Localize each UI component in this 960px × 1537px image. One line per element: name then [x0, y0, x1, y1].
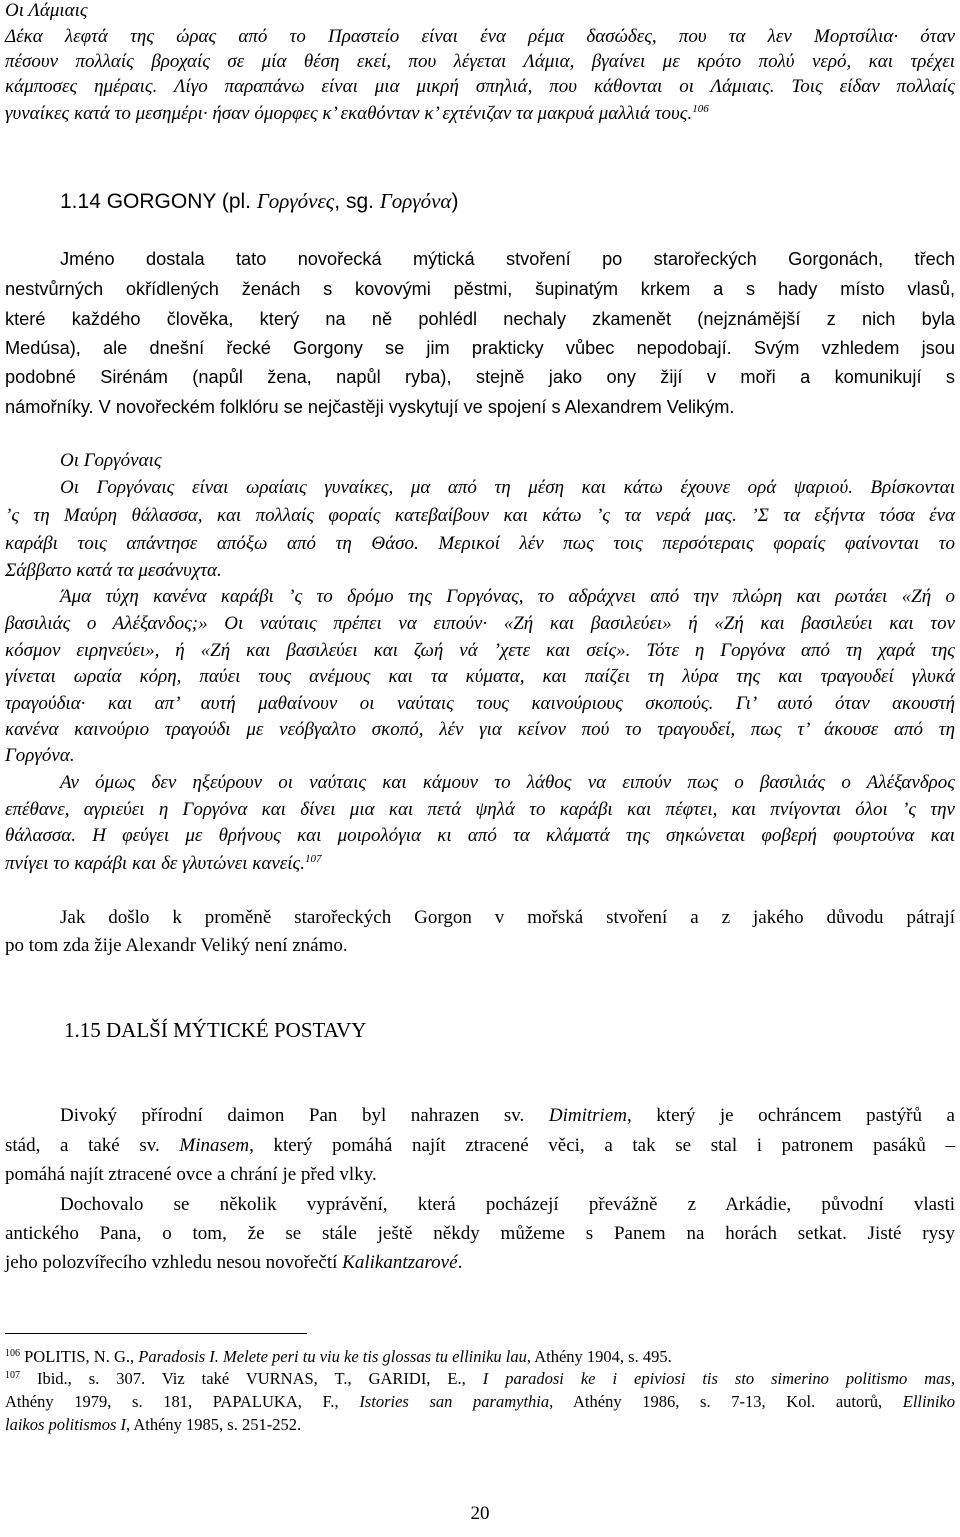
gorgony-para-line-4: Medúsa), ale dnešní řecké Gorgony se jim prakticky vůbec nepodobají. Svým vzhledem jsou — [5, 338, 955, 358]
footnote-107-l2c: Athény 1986, s. 7-13, Kol. autorů, — [553, 1392, 903, 1411]
gorgon-note-line-2: po tom zda žije Alexandr Veliký není známo. — [5, 935, 348, 956]
gorgonais-p2-line-6: κανένα καινούριο τραγούδι με νεόβγαλτο σκοπό, λέν για κείνον πού το τραγουδεί, πως τ’ άκουσε από τη — [5, 719, 955, 740]
gorgony-para-line-1: Jméno dostala tato novořecká mýtická stvoření po starořeckých Gorgonách, třech — [60, 249, 955, 269]
footnote-107-l1a: Ibid., s. 307. Viz také VURNAS, T., GARIDI, E., — [20, 1369, 483, 1388]
footnote-106 — [5, 1345, 955, 1368]
gorgony-para-line-2: nestvůrných okřídlených ženách s kovovými pěstmi, šupinatým krkem a s hady místo vlasů, — [5, 279, 955, 299]
gorgonais-p1-line-3: καράβι τοις απάντησε απόξω από τη Θάσο. Μερικοί λέν πως τοις περσότεραις φοραίς φαίνονται το — [5, 533, 955, 554]
footnote-ref-107: 107 — [305, 853, 322, 865]
gorgony-para-line-5: podobné Sirénám (napůl žena, napůl ryba), stejně jako ony žijí v moři a komunikují s — [5, 367, 955, 387]
dalsi-p2-kalikantzarove: Kalikantzarové — [342, 1252, 458, 1273]
gorgonais-p3-line-2: επέθανε, αγριεύει η Γοργόνα και δίνει μια και πετά ψηλά το καράβι και πέφτει, και πνίγονται όλοι ’ς την — [5, 799, 955, 820]
footnote-divider — [5, 1333, 307, 1334]
dalsi-p2-line-3 — [5, 1250, 955, 1276]
lamiai-line-1: Δέκα λεφτά της ώρας από το Πραστείο είναι ένα ρέμα δασώδες, που τα λεν Μορτσίλια· όταν — [5, 26, 955, 47]
heading-suffix: ) — [451, 190, 459, 213]
gorgonais-p1-line-1: Οι Γοργόναις είναι ωραίαις γυναίκες, μα από τη μέση και κάτω έχουνε ορά ψαριού. Βρίσκονται — [60, 477, 955, 498]
dalsi-p1-line-1 — [60, 1103, 955, 1129]
gorgonais-p2-line-2: βασιλιάς ο Αλέξανδος;» Οι ναύταις πρέπει να ειπούν· «Ζή και βασιλεύει» ή «Ζή και βασιλεύει και τον — [5, 613, 955, 634]
dalsi-p2-line-2: antického Pana, o tom, že se stále ještě někdy můžeme s Panem na horách setkat. Jisté rysy — [5, 1223, 955, 1244]
lamiai-line-3: κάμποσες ημέραις. Λίγο παραπάνω είναι μια μικρή σπηλιά, που κάθονται οι Λάμιαις. Τοις είδαν πολλαίς — [5, 76, 955, 97]
footnote-107-line-3 — [5, 1413, 955, 1436]
gorgon-note-line-1: Jak došlo k proměně starořeckých Gorgon v mořská stvoření a z jakého důvodu pátrají — [60, 907, 955, 928]
dalsi-p2-line-1: Dochovalo se několik vyprávění, která pocházejí převážně z Arkádie, původní vlasti — [60, 1194, 955, 1215]
footnote-106-number: 106 — [5, 1348, 20, 1359]
gorgonais-p2-line-3: κόσμον ειρηνεύει», ή «Ζή και βασιλεύει και ζωή νά ’χετε και σείς». Τότε η Γοργόνα από τη χαρά της — [5, 640, 955, 661]
footnote-107-l2b: Istories san paramythia, — [359, 1392, 554, 1411]
lamiai-title: Οι Λάμιαις — [5, 0, 88, 21]
gorgonais-p3-line-4-text: πνίγει το καράβι και δε γλυτώνει κανείς. — [5, 853, 306, 874]
heading-singular: Γοργόνα — [379, 189, 452, 213]
dalsi-p1-l2c: , který pomáhá najít ztracené věci, a tak se stal i patronem pasáků – — [249, 1135, 955, 1156]
gorgony-para-line-3: které každého člověka, který na ně pohlédl nechaly zkamenět (nejznámější z nich byla — [5, 309, 955, 329]
dalsi-p2-l3a: jeho polozvířecího vzhledu nesou novořečtí — [5, 1252, 343, 1273]
gorgonais-p2-line-4: γίνεται ωραία κόρη, παύει τους ανέμους και τα κύματα, και παίζει τη λύρα της και τραγουδεί γλυκά — [5, 666, 955, 687]
gorgonais-p3-line-3: θάλασσα. Η φεύγει με θρήνους και μοιρολόγια κι από τα κλάματά της σηκώνεται φοβερή φουρτούνα και — [5, 825, 955, 846]
dalsi-p1-dimitriem: Dimitriem — [548, 1105, 627, 1126]
dalsi-p1-line-2 — [5, 1133, 955, 1159]
footnote-106-title: Paradosis I. Melete peri tu viu ke tis glossas tu elliniku lau — [134, 1347, 527, 1366]
dalsi-p1-l1c: , který je ochráncem pastýřů a — [626, 1105, 955, 1126]
gorgonais-p3-line-4 — [5, 851, 955, 877]
footnote-107-number: 107 — [5, 1370, 20, 1381]
footnote-ref-106: 106 — [692, 103, 709, 115]
footnote-107-line-2 — [5, 1390, 955, 1413]
footnote-106-author: POLITIS, N. G., — [20, 1347, 135, 1366]
footnote-107-l2d: Elliniko — [902, 1392, 956, 1411]
section-heading-dalsi: 1.15 DALŠÍ MÝTICKÉ POSTAVY — [64, 1018, 367, 1042]
footnote-107-l3b: , Athény 1985, s. 251-252. — [126, 1415, 302, 1434]
dalsi-p1-minasem: Minasem — [179, 1135, 250, 1156]
footnote-107-l3a: laikos politismos I — [5, 1415, 127, 1434]
gorgonais-p2-line-1: Άμα τύχη κανένα καράβι ’ς το δρόμο της Γοργόνας, το αδράχνει από την πλώρη και ρωτάει «Ζή ο — [60, 586, 955, 607]
gorgonais-p3-line-1: Αν όμως δεν ηξεύρουν οι ναύταις και κάμουν το λάθος να ειπούν πως ο βασιλιάς ο Αλέξανδρος — [60, 772, 955, 793]
footnote-107-l2a: Athény 1979, s. 181, PAPALUKA, F., — [5, 1392, 360, 1411]
footnote-107-line-1 — [5, 1367, 955, 1390]
lamiai-line-4 — [5, 101, 955, 127]
dalsi-p1-line-3: pomáhá najít ztracené ovce a chrání je před vlky. — [5, 1164, 377, 1185]
heading-prefix: 1.14 GORGONY (pl. — [60, 190, 257, 213]
heading-plural: Γοργόνες — [256, 189, 335, 213]
dalsi-p2-l3c: . — [457, 1252, 463, 1273]
section-heading-gorgony — [60, 188, 458, 215]
page-number: 20 — [470, 1503, 490, 1524]
gorgonais-p1-line-2: ’ς τη Μαύρη θάλασσα, και πολλαίς φοραίς κατεβαίβουν και κάτω ’ς τα νερά μας. ’Σ τα εξήντα τόσα ένα — [5, 505, 955, 526]
gorgonais-p2-line-7: Γοργόνα. — [5, 745, 75, 766]
lamiai-line-2: πέσουν πολλαίς βροχαίς σε μία θέση εκεί, που λέγεται Λάμια, βγαίνει με κρότο πολύ νερό, και τρέχει — [5, 51, 955, 72]
footnote-106-pub: , Athény 1904, s. 495. — [526, 1347, 672, 1366]
gorgony-para-line-6: námořníky. V novořeckém folklóru se nejčastěji vyskytují ve spojení s Alexandrem Velikým. — [5, 397, 735, 417]
lamiai-line-4-text: γυναίκες κατά το μεσημέρι· ήσαν όμορφες κ’ εκαθόνταν κ’ εχτένιζαν τα μακρυά μαλλιά τους. — [5, 103, 693, 124]
footnote-107-l1b: I paradosi ke i epiviosi tis sto simerino politismo mas, — [482, 1369, 955, 1388]
dalsi-p1-l1a: Divoký přírodní daimon Pan byl nahrazen sv. — [60, 1105, 549, 1126]
gorgonais-p1-line-4: Σάββατο κατά τα μεσάνυχτα. — [5, 560, 222, 581]
gorgonais-title: Οι Γοργόναις — [60, 450, 162, 471]
dalsi-p1-l2a: stád, a také sv. — [5, 1135, 180, 1156]
gorgonais-p2-line-5: τραγούδια· και απ’ αυτή μαθαίνουν οι ναύταις τους καινούριους σκοπούς. Γι’ αυτό όταν ακουστή — [5, 693, 955, 714]
heading-mid: , sg. — [334, 190, 380, 213]
